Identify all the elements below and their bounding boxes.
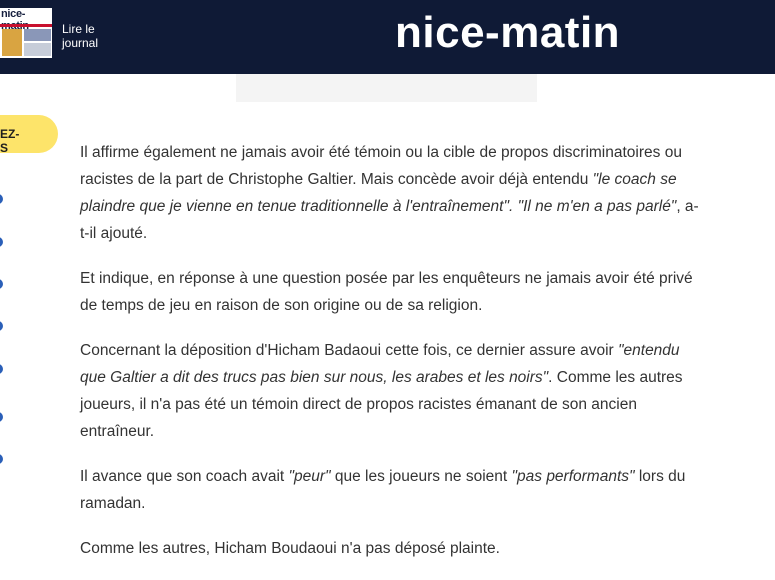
site-logo[interactable]: nice-matin [395, 8, 621, 57]
thumbnail-masthead: nice- [1, 8, 26, 20]
thumbnail-photo [24, 29, 51, 41]
newspaper-thumbnail[interactable] [0, 8, 52, 58]
ad-placeholder [236, 74, 537, 102]
thumbnail-photo [2, 29, 22, 56]
sidebar-bullet[interactable] [0, 321, 3, 331]
sidebar-bullet[interactable] [0, 279, 3, 289]
sidebar-bullet[interactable] [0, 364, 3, 374]
sidebar-bullet[interactable] [0, 194, 3, 204]
thumbnail-photo [24, 43, 51, 56]
article-paragraph: Et indique, en réponse à une question posée par les enquêteurs ne jamais avoir été privé de temps de jeu en raison de son origine ou de sa religion. [80, 270, 693, 314]
article-paragraph: Il affirme également ne jamais avoir été témoin ou la cible de propos discriminatoires ou racistes de la part de Christophe Galtier. Mais concède avoir déjà entendu "le coach se plaindre que je vienne en tenue traditionnelle à l'entraînement". "Il ne m'en a pas parlé", a-t-il ajouté. [80, 144, 699, 242]
sidebar-bullet[interactable] [0, 454, 3, 464]
article-body [80, 139, 700, 580]
top-bar [0, 0, 775, 74]
article-paragraph: Il avance que son coach avait "peur" que les joueurs ne soient "pas performants" lors du ramadan. [80, 468, 686, 512]
sidebar-pill-label: EZ- S [0, 127, 20, 155]
article-paragraph: Concernant la déposition d'Hicham Badaoui cette fois, ce dernier assure avoir "entendu que Galtier a dit des trucs pas bien sur nous, les arabes et les noirs". Comme les autres joueurs, il n'a pas été un témoin direct de propos racistes émanant de son ancien entraîneur. [80, 342, 683, 440]
thumbnail-strip [0, 24, 52, 27]
read-newspaper-link[interactable]: Lire le journal [62, 22, 99, 50]
sidebar-bullet[interactable] [0, 412, 3, 422]
article-paragraph: Comme les autres, Hicham Boudaoui n'a pas déposé plainte. [80, 540, 500, 557]
sidebar-bullet[interactable] [0, 237, 3, 247]
